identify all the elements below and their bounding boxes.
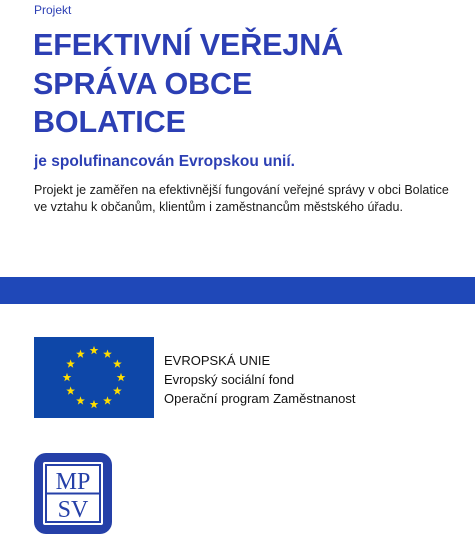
project-title-line-1: EFEKTIVNÍ VEŘEJNÁ [33,28,344,62]
eu-funding-text [164,351,355,408]
eu-union-label: EVROPSKÁ UNIE [164,353,271,368]
project-title [33,26,463,142]
blue-divider-band [0,277,475,304]
eu-star-icon [66,359,75,367]
project-title-line-3: BOLATICE [33,105,186,139]
mpsv-logo-icon [34,453,112,534]
eu-social-fund-label: Evropský sociální fond [164,372,295,387]
eu-star-icon [103,396,112,404]
project-description: Projekt je zaměřen na efektivnější fungování veřejné správy v obci Bolatice ve vztahu k občanům, klientům i zaměstnancům městského úřadu. [34,183,449,214]
eu-star-icon [117,373,126,381]
eu-star-icon [113,386,122,394]
eu-star-icon [113,359,122,367]
eu-star-icon [63,373,72,381]
mpsv-logo-row-1: MP [55,469,91,495]
eu-star-icon [103,350,112,358]
project-subtitle: je spolufinancován Evropskou unií. [34,153,295,170]
eu-flag-icon [34,337,154,418]
eu-star-icon [66,386,75,394]
eu-star-icon [76,350,85,358]
eu-flag-graphic [34,337,154,418]
eu-star-icon [90,400,99,408]
project-eyebrow: Projekt [34,3,72,17]
eu-program-label: Operační program Zaměstnanost [164,391,356,406]
mpsv-logo-row-2: SV [57,497,89,523]
eu-star-icon [90,346,99,354]
mpsv-logo-graphic [34,453,112,534]
eu-star-icon [76,396,85,404]
project-title-line-2: SPRÁVA OBCE [33,66,253,101]
